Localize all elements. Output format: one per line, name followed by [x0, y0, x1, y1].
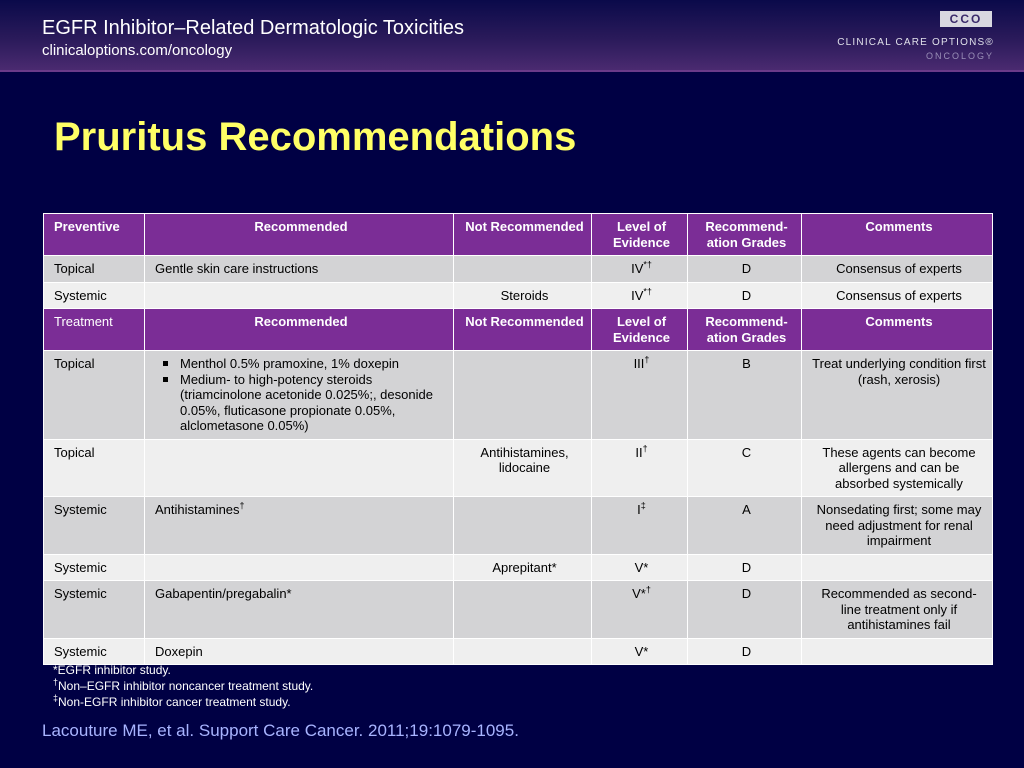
evidence-cell — [592, 497, 688, 555]
evidence-marker: *† — [643, 259, 652, 270]
evidence-cell — [592, 256, 688, 283]
setting-cell: Topical — [44, 256, 145, 283]
grade-cell: B — [688, 351, 802, 440]
grade-cell: D — [688, 581, 802, 639]
logo-text: CLINICAL CARE OPTIONS® — [837, 37, 994, 48]
table-row — [44, 351, 993, 440]
evidence-marker: † — [644, 354, 650, 365]
slide-header — [0, 0, 1024, 72]
comments-cell — [802, 638, 993, 665]
footnote-text: Non-EGFR inhibitor cancer treatment study. — [58, 695, 291, 709]
not-recommended-cell — [454, 581, 592, 639]
setting-cell: Systemic — [44, 282, 145, 309]
slide-title: Pruritus Recommendations — [54, 115, 577, 159]
recommended-marker: † — [239, 500, 245, 511]
not-recommended-cell: Aprepitant* — [454, 554, 592, 581]
column-header: Recommended — [145, 309, 454, 351]
comments-cell: Nonsedating first; some may need adjustment for renal impairment — [802, 497, 993, 555]
header-subtitle: clinicaloptions.com/oncology — [42, 42, 233, 59]
recommended-cell: Gabapentin/pregabalin* — [145, 581, 454, 639]
table-row — [44, 581, 993, 639]
not-recommended-cell: Steroids — [454, 282, 592, 309]
recommended-cell: Doxepin — [145, 638, 454, 665]
footnote — [53, 662, 313, 678]
evidence-level: III — [633, 356, 645, 371]
table-row — [44, 638, 993, 665]
setting-cell: Systemic — [44, 581, 145, 639]
list-item: Medium- to high-potency steroids (triamcinolone acetonide 0.025%;, desonide 0.05%, fluticasone propionate 0.05%, alclometasone 0.05%) — [161, 372, 447, 434]
not-recommended-cell — [454, 497, 592, 555]
cco-logo-mark-icon: CCO — [940, 11, 992, 27]
column-header: Recommend-ation Grades — [688, 214, 802, 256]
recommended-cell: Gentle skin care instructions — [145, 256, 454, 283]
column-header: Comments — [802, 309, 993, 351]
setting-cell: Systemic — [44, 554, 145, 581]
cco-logo — [837, 10, 994, 66]
setting-cell: Topical — [44, 351, 145, 440]
not-recommended-cell — [454, 351, 592, 440]
evidence-cell — [592, 581, 688, 639]
column-header: Not Recommended — [454, 214, 592, 256]
setting-cell: Systemic — [44, 497, 145, 555]
recommended-cell — [145, 439, 454, 497]
comments-cell: Consensus of experts — [802, 256, 993, 283]
column-header: Recommend-ation Grades — [688, 309, 802, 351]
evidence-marker: *† — [643, 286, 652, 297]
evidence-cell — [592, 554, 688, 581]
evidence-marker: † — [642, 443, 648, 454]
evidence-level: V* — [634, 643, 649, 659]
footnotes — [53, 662, 313, 710]
footnote-text: Non–EGFR inhibitor noncancer treatment study. — [58, 679, 314, 693]
evidence-level: V* — [634, 559, 649, 575]
column-header: Level of Evidence — [592, 214, 688, 256]
grade-cell: D — [688, 638, 802, 665]
recommended-list — [161, 356, 447, 434]
header-title: EGFR Inhibitor–Related Dermatologic Toxicities — [42, 17, 465, 39]
evidence-level: IV — [631, 261, 644, 276]
evidence-cell — [592, 638, 688, 665]
column-header: Recommended — [145, 214, 454, 256]
table-row — [44, 256, 993, 283]
grade-cell: D — [688, 554, 802, 581]
evidence-cell — [592, 439, 688, 497]
column-header: Treatment — [44, 309, 145, 351]
footnote — [53, 694, 313, 710]
table-row — [44, 497, 993, 555]
evidence-level: IV — [631, 287, 644, 303]
column-header: Comments — [802, 214, 993, 256]
comments-cell: Consensus of experts — [802, 282, 993, 309]
footnote-marker: ‡ — [53, 693, 59, 703]
table-header-row-preventive — [44, 214, 993, 256]
grade-cell: D — [688, 256, 802, 283]
column-header: Level of Evidence — [592, 309, 688, 351]
comments-cell — [802, 554, 993, 581]
grade-cell: A — [688, 497, 802, 555]
recommended-cell — [145, 282, 454, 309]
evidence-marker: † — [645, 584, 651, 595]
list-item: Menthol 0.5% pramoxine, 1% doxepin — [161, 356, 447, 372]
recommended-cell — [145, 554, 454, 581]
evidence-level: I — [637, 502, 641, 517]
grade-cell: D — [688, 282, 802, 309]
table-row — [44, 554, 993, 581]
not-recommended-cell — [454, 256, 592, 283]
recommended-cell — [145, 351, 454, 440]
footnote — [53, 678, 313, 694]
reference-citation: Lacouture ME, et al. Support Care Cancer. 2011;19:1079-1095. — [42, 721, 519, 740]
evidence-cell — [592, 282, 688, 309]
recommended-cell — [145, 497, 454, 555]
evidence-marker: ‡ — [640, 500, 646, 511]
comments-cell: These agents can become allergens and can be absorbed systemically — [802, 439, 993, 497]
setting-cell: Systemic — [44, 638, 145, 665]
setting-cell: Topical — [44, 439, 145, 497]
not-recommended-cell: Antihistamines, lidocaine — [454, 439, 592, 497]
evidence-level: V* — [632, 586, 646, 601]
table-header-row-treatment — [44, 309, 993, 351]
recommended-text: Antihistamines — [155, 502, 240, 517]
grade-cell: C — [688, 439, 802, 497]
table-row — [44, 282, 993, 309]
recommendations-table — [43, 213, 993, 665]
comments-cell: Treat underlying condition first (rash, xerosis) — [802, 351, 993, 440]
footnote-text: *EGFR inhibitor study. — [53, 663, 171, 677]
evidence-level: II — [635, 444, 643, 460]
column-header: Not Recommended — [454, 309, 592, 351]
evidence-cell — [592, 351, 688, 440]
logo-subtext: ONCOLOGY — [925, 51, 994, 61]
not-recommended-cell — [454, 638, 592, 665]
table-row — [44, 439, 993, 497]
footnote-marker: † — [53, 677, 59, 687]
column-header: Preventive — [44, 214, 145, 256]
comments-cell: Recommended as second-line treatment only if antihistamines fail — [802, 581, 993, 639]
